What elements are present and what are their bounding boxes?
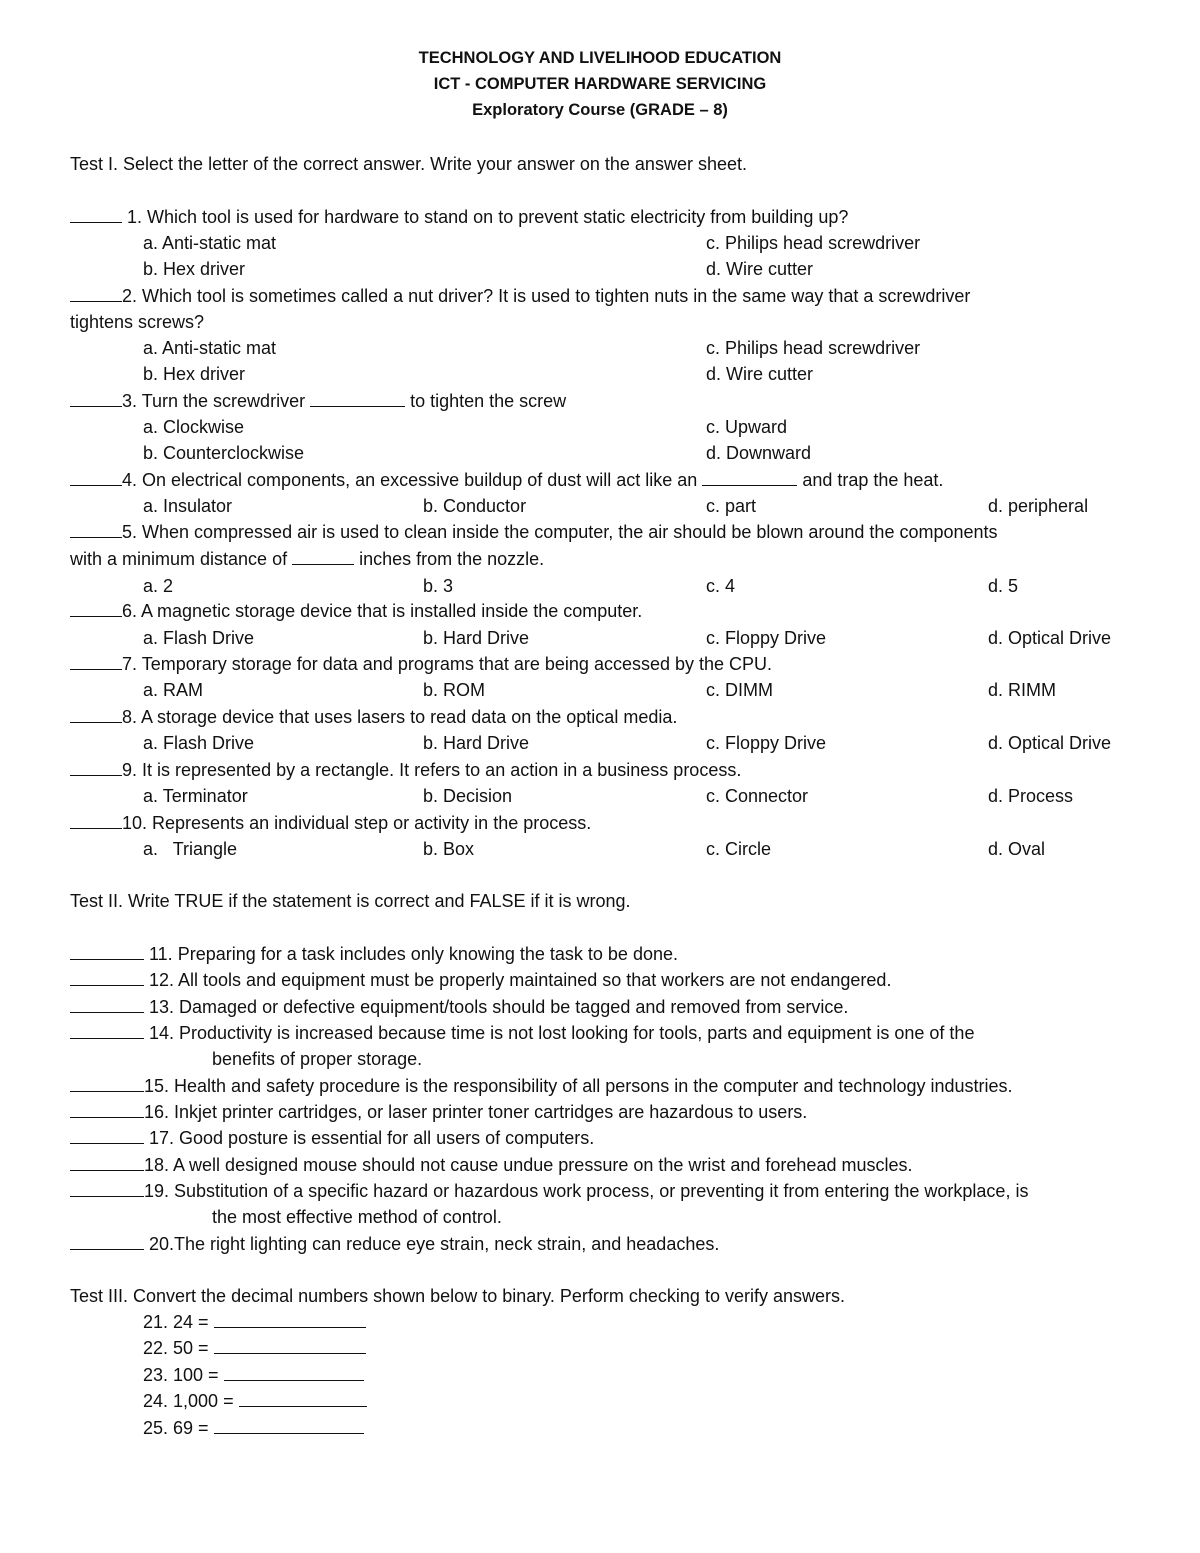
question-1 (70, 206, 848, 228)
fill-blank-3 (310, 390, 405, 407)
statement-11-text: 11. Preparing for a task includes only knowing the task to be done. (144, 944, 678, 964)
answer-blank-20[interactable] (70, 1233, 144, 1250)
statement-14-cont: benefits of proper storage. (212, 1049, 423, 1069)
q7-option-a: a. RAM (143, 680, 204, 700)
question-5-cont-end: inches from the nozzle. (354, 549, 545, 569)
q8-option-d: d. Optical Drive (988, 733, 1112, 753)
statement-13-text: 13. Damaged or defective equipment/tools should be tagged and removed from service. (144, 997, 849, 1017)
statement-15-text: 15. Health and safety procedure is the responsibility of all persons in the computer and technology industries. (144, 1076, 1013, 1096)
statement-17 (70, 1127, 594, 1149)
answer-blank-10[interactable] (70, 812, 122, 829)
q10-option-d: d. Oval (988, 839, 1046, 859)
q4-option-c: c. part (706, 496, 757, 516)
q9-option-b: b. Decision (423, 786, 513, 806)
statement-17-text: 17. Good posture is essential for all users of computers. (144, 1128, 595, 1148)
answer-blank-5[interactable] (70, 521, 122, 538)
question-8 (70, 706, 677, 728)
answer-blank-24[interactable] (239, 1390, 367, 1407)
statement-11 (70, 943, 678, 965)
q8-option-c: c. Floppy Drive (706, 733, 827, 753)
q9-option-d: d. Process (988, 786, 1074, 806)
question-5 (70, 521, 998, 543)
statement-14-text: 14. Productivity is increased because time is not lost looking for tools, parts and equipment is one of the (144, 1023, 975, 1043)
question-7-text: 7. Temporary storage for data and programs that are being accessed by the CPU. (122, 654, 773, 674)
q7-option-c: c. DIMM (706, 680, 773, 700)
question-7 (70, 653, 772, 675)
statement-12 (70, 969, 891, 991)
question-3-text-end: to tighten the screw (405, 391, 567, 411)
answer-blank-25[interactable] (214, 1417, 364, 1434)
q6-option-d: d. Optical Drive (988, 628, 1112, 648)
q5-option-d: d. 5 (988, 576, 1019, 596)
q9-option-a: a. Terminator (143, 786, 248, 806)
question-6-text: 6. A magnetic storage device that is installed inside the computer. (122, 601, 643, 621)
q5-option-a: a. 2 (143, 576, 174, 596)
statement-12-text: 12. All tools and equipment must be properly maintained so that workers are not endangered. (144, 970, 892, 990)
question-9-text: 9. It is represented by a rectangle. It refers to an action in a business process. (122, 760, 742, 780)
answer-blank-16[interactable] (70, 1101, 144, 1118)
statement-16 (70, 1101, 807, 1123)
q9-option-c: c. Connector (706, 786, 809, 806)
question-5-cont-text: with a minimum distance of (70, 549, 293, 569)
q3-option-a: a. Clockwise (143, 417, 245, 437)
q2-option-c: c. Philips head screwdriver (706, 338, 921, 358)
question-3-text: 3. Turn the screwdriver (122, 391, 311, 411)
q1-option-b: b. Hex driver (143, 259, 246, 279)
question-10-text: 10. Represents an individual step or activity in the process. (122, 813, 592, 833)
question-6 (70, 600, 642, 622)
conversion-25 (143, 1417, 364, 1439)
question-1-text: 1. Which tool is used for hardware to stand on to prevent static electricity from building up? (122, 207, 849, 227)
statement-13 (70, 996, 848, 1018)
header-title: TECHNOLOGY AND LIVELIHOOD EDUCATION (418, 49, 782, 67)
q6-option-c: c. Floppy Drive (706, 628, 827, 648)
answer-blank-13[interactable] (70, 996, 144, 1013)
q7-option-d: d. RIMM (988, 680, 1057, 700)
answer-blank-23[interactable] (224, 1364, 364, 1381)
statement-20 (70, 1233, 719, 1255)
question-2-text: 2. Which tool is sometimes called a nut driver? It is used to tighten nuts in the same way that a screwdriver (122, 286, 971, 306)
q5-option-b: b. 3 (423, 576, 454, 596)
question-9 (70, 759, 741, 781)
question-2-cont: tightens screws? (70, 312, 205, 332)
test2-instructions: Test II. Write TRUE if the statement is correct and FALSE if it is wrong. (70, 891, 631, 911)
q2-option-b: b. Hex driver (143, 364, 246, 384)
statement-18-text: 18. A well designed mouse should not cause undue pressure on the wrist and forehead muscles. (144, 1155, 913, 1175)
conversion-23 (143, 1364, 364, 1386)
q7-option-b: b. ROM (423, 680, 486, 700)
question-2 (70, 285, 970, 307)
answer-blank-6[interactable] (70, 600, 122, 617)
answer-blank-3[interactable] (70, 390, 122, 407)
header-course: Exploratory Course (GRADE – 8) (472, 101, 728, 119)
fill-blank-4 (702, 469, 797, 486)
q8-option-b: b. Hard Drive (423, 733, 530, 753)
conversion-23-text: 23. 100 = (143, 1365, 224, 1385)
answer-blank-4[interactable] (70, 469, 122, 486)
q3-option-c: c. Upward (706, 417, 788, 437)
answer-blank-19[interactable] (70, 1180, 144, 1197)
q6-option-a: a. Flash Drive (143, 628, 255, 648)
answer-blank-21[interactable] (214, 1311, 366, 1328)
answer-blank-22[interactable] (214, 1337, 366, 1354)
question-5-text: 5. When compressed air is used to clean inside the computer, the air should be blown around the components (122, 522, 998, 542)
q3-option-d: d. Downward (706, 443, 812, 463)
q4-option-b: b. Conductor (423, 496, 527, 516)
question-10 (70, 812, 591, 834)
answer-blank-9[interactable] (70, 759, 122, 776)
q10-option-b: b. Box (423, 839, 475, 859)
answer-blank-18[interactable] (70, 1154, 144, 1171)
answer-blank-7[interactable] (70, 653, 122, 670)
conversion-22 (143, 1337, 366, 1359)
q2-option-d: d. Wire cutter (706, 364, 814, 384)
statement-16-text: 16. Inkjet printer cartridges, or laser printer toner cartridges are hazardous to users. (144, 1102, 808, 1122)
statement-18 (70, 1154, 912, 1176)
conversion-24-text: 24. 1,000 = (143, 1391, 239, 1411)
answer-blank-8[interactable] (70, 706, 122, 723)
question-4-text-end: and trap the heat. (797, 470, 944, 490)
q6-option-b: b. Hard Drive (423, 628, 530, 648)
q3-option-b: b. Counterclockwise (143, 443, 305, 463)
answer-blank-15[interactable] (70, 1075, 144, 1092)
statement-19 (70, 1180, 1028, 1202)
conversion-21-text: 21. 24 = (143, 1312, 214, 1332)
statement-19-text: 19. Substitution of a specific hazard or hazardous work process, or preventing it from entering the workplace, is (144, 1181, 1029, 1201)
answer-blank-14[interactable] (70, 1022, 144, 1039)
q10-option-a: a. Triangle (143, 839, 238, 859)
q4-option-a: a. Insulator (143, 496, 233, 516)
test3-instructions: Test III. Convert the decimal numbers shown below to binary. Perform checking to verify answers. (70, 1286, 845, 1306)
header-subject: ICT - COMPUTER HARDWARE SERVICING (433, 75, 767, 93)
q1-option-d: d. Wire cutter (706, 259, 814, 279)
answer-blank-17[interactable] (70, 1127, 144, 1144)
answer-blank-12[interactable] (70, 969, 144, 986)
conversion-21 (143, 1311, 366, 1333)
q2-option-a: a. Anti-static mat (143, 338, 277, 358)
statement-14 (70, 1022, 974, 1044)
statement-20-text: 20.The right lighting can reduce eye strain, neck strain, and headaches. (144, 1234, 720, 1254)
answer-blank-2[interactable] (70, 285, 122, 302)
answer-blank-1[interactable] (70, 206, 122, 223)
question-8-text: 8. A storage device that uses lasers to read data on the optical media. (122, 707, 678, 727)
fill-blank-5 (292, 548, 354, 565)
question-3 (70, 390, 566, 412)
statement-15 (70, 1075, 1013, 1097)
answer-blank-11[interactable] (70, 943, 144, 960)
q4-option-d: d. peripheral (988, 496, 1089, 516)
question-4 (70, 469, 943, 491)
conversion-22-text: 22. 50 = (143, 1338, 214, 1358)
q1-option-a: a. Anti-static mat (143, 233, 277, 253)
q8-option-a: a. Flash Drive (143, 733, 255, 753)
question-4-text: 4. On electrical components, an excessive buildup of dust will act like an (122, 470, 703, 490)
question-5-cont (70, 548, 544, 570)
q10-option-c: c. Circle (706, 839, 772, 859)
conversion-24 (143, 1390, 367, 1412)
test1-instructions: Test I. Select the letter of the correct answer. Write your answer on the answer sheet. (70, 154, 747, 174)
conversion-25-text: 25. 69 = (143, 1418, 214, 1438)
q1-option-c: c. Philips head screwdriver (706, 233, 921, 253)
statement-19-cont: the most effective method of control. (212, 1207, 502, 1227)
q5-option-c: c. 4 (706, 576, 736, 596)
